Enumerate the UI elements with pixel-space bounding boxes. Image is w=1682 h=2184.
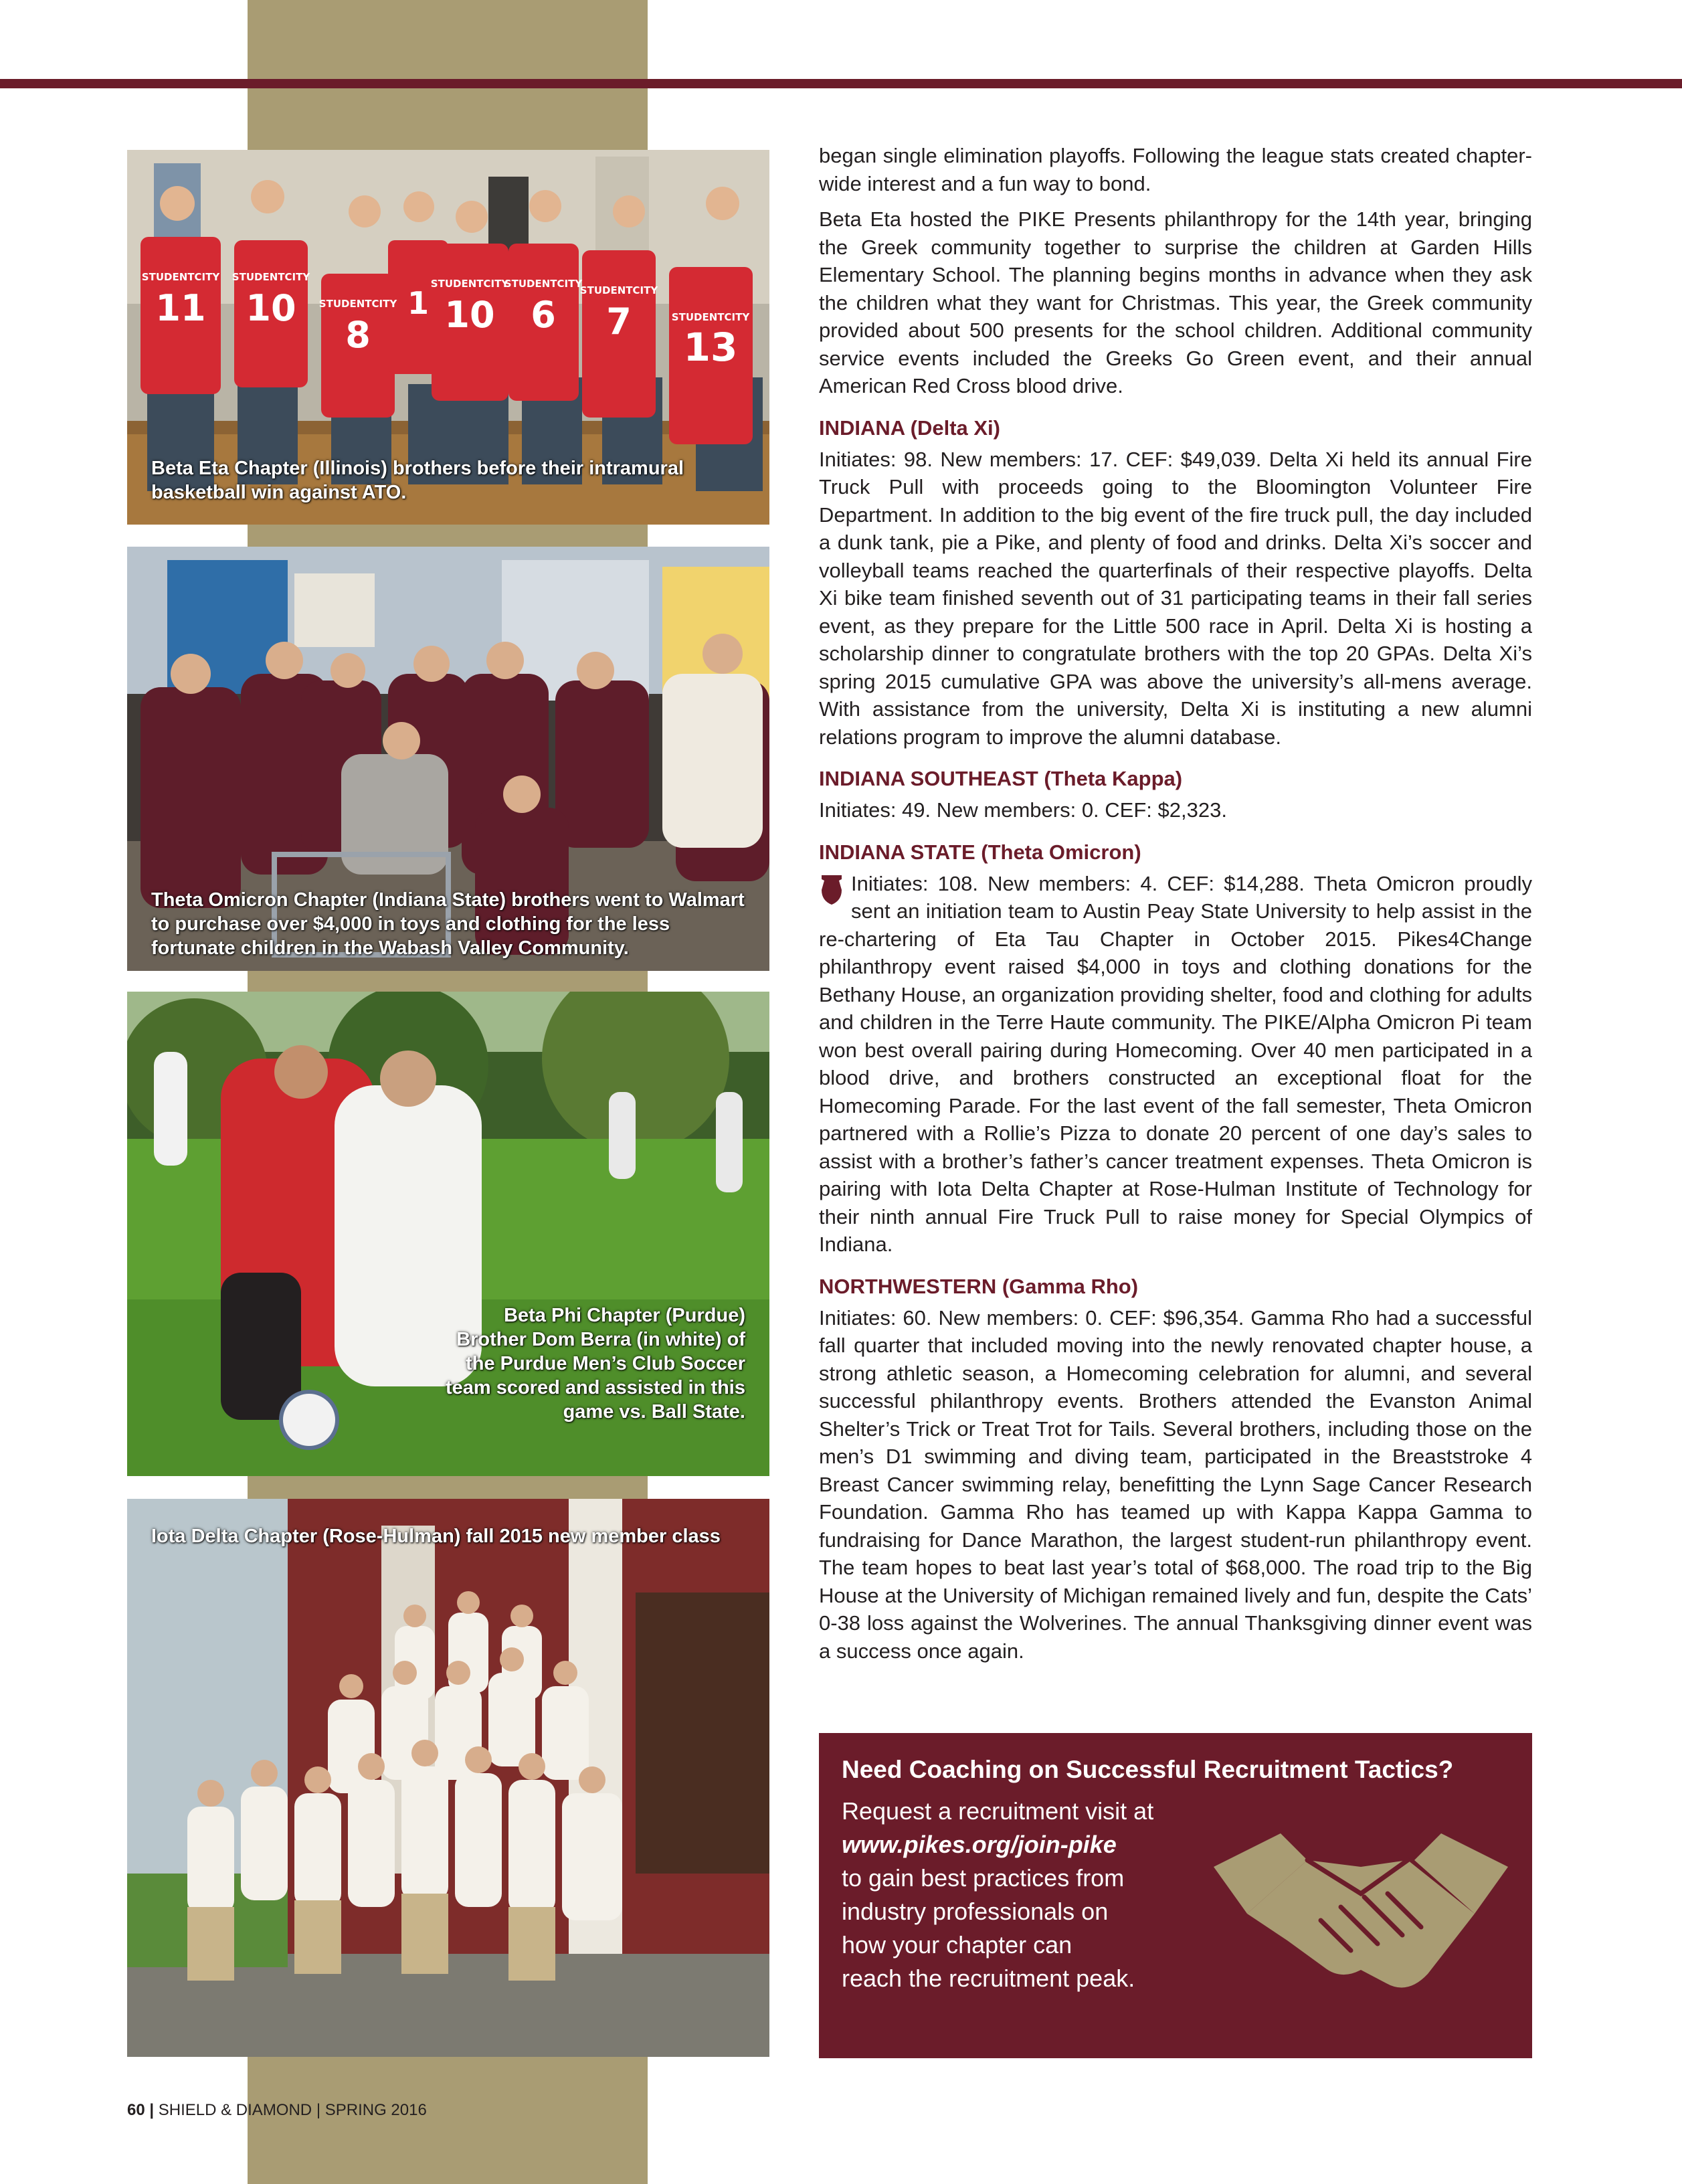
jersey-number: 6 <box>531 294 556 336</box>
callout-line: reach the recruitment peak. <box>842 1965 1135 1992</box>
jersey-brand: STUDENTCITY <box>231 271 310 283</box>
issue-label: SPRING 2016 <box>324 2101 427 2119</box>
photo-caption: Iota Delta Chapter (Rose-Hulman) fall 2015 new member class <box>151 1526 721 1547</box>
recruitment-callout <box>819 1733 1532 2058</box>
callout-line: how your chapter can <box>842 1931 1072 1959</box>
jersey-number: 10 <box>444 294 495 336</box>
jersey-number: 13 <box>683 325 738 370</box>
jersey-number: 10 <box>246 287 296 329</box>
paragraph: Initiates: 98. New members: 17. CEF: $49,039. Delta Xi held its annual Fire Truck Pull with proceeds going to the Bloomington Volunteer Fire Department. In addition to the big event of the fire truck pull, the day included a dunk tank, pie a Pike, and plenty of food and drinks. Delta Xi’s soccer and volleyball teams reached the quarterfinals of their respective playoffs. Delta Xi bike team finished seventh out of 31 participating teams in their fall series event, as they prepare for the Little 500 race in April. Delta Xi is hosting a scholarship dinner to congratulate brothers with the top 20 GPAs. Delta Xi’s spring 2015 cumulative GPA was above the university’s all-mens average. With assistance from the university, Delta Xi is instituting a new alumni relations program to improve the alumni database. <box>819 447 1532 749</box>
publication-name: SHIELD & DIAMOND <box>158 2101 312 2119</box>
article-column <box>819 142 1532 1673</box>
paragraph: Beta Eta hosted the PIKE Presents philanthropy for the 14th year, bringing the Greek community together to surprise the children at Garden Hills Elementary School. The planning begins months in advance when they ask the children what they want for Christmas. This year, the Greek community provided about 500 presents for the school children. Additional community service events included the Greeks Go Green event, and their annual American Red Cross blood drive. <box>819 207 1532 397</box>
photo-beta-phi-soccer <box>127 992 769 1476</box>
callout-line: to gain best practices from <box>842 1864 1125 1892</box>
jersey-brand: STUDENTCITY <box>504 278 583 290</box>
jersey-brand: STUDENTCITY <box>579 284 658 296</box>
jersey-brand: STUDENTCITY <box>671 311 750 323</box>
photo-theta-omicron-walmart <box>127 547 769 971</box>
paragraph: Initiates: 60. New members: 0. CEF: $96,354. Gamma Rho had a successful fall quarter that included moving into the newly renovated chapter house, a strong athletic season, a Homecoming celebration for alumni, and several successful philanthropy events. Brothers attended the Evanston Animal Shelter’s Trick or Treat Trot for Tails. Several brothers, including those on the men’s D1 swimming and diving team, participated in the Breaststroke 4 Breast Cancer swimming relay, benefitting the Lynn Sage Cancer Research Foundation. Gamma Rho has teamed up with Kappa Kappa Gamma to fundraising for Dance Marathon, the largest student-run philanthropy event. The team hopes to beat last year’s total of $68,000. The road trip to the Big House at the University of Michigan remained lively and fun, despite the Cats’ 0-38 loss against the Wolverines. The annual Thanksgiving dinner event was a success once again. <box>819 1305 1532 1663</box>
callout-body <box>842 1795 1216 1995</box>
jersey-number: 1 <box>407 285 430 321</box>
shield-icon <box>819 873 844 906</box>
photo-beta-eta-basketball <box>127 150 769 525</box>
callout-title: Need Coaching on Successful Recruitment Tactics? <box>842 1756 1454 1783</box>
jersey-number: 11 <box>155 287 206 329</box>
join-pike-link[interactable]: www.pikes.org/join-pike <box>842 1831 1117 1858</box>
paragraph: Initiates: 108. New members: 4. CEF: $14,288. Theta Omicron proudly sent an initiation team to Austin Peay State University to help assist in the re-chartering of Eta Tau Chapter in October 2015. Pikes4Change philanthropy event raised $4,000 in toys and clothing donations for the Bethany House, an organization providing shelter, food and clothing for adults and children in the Terre Haute community. The PIKE/Alpha Omicron Pi team won best overall pairing during Homecoming. Over 40 men participated in a blood drive, and brothers constructed an exceptional float for the Homecoming Parade. For the last event of the fall semester, Theta Omicron partnered with a Rollie’s Pizza to donate 20 percent of one day’s sales to assist with a brother’s father’s cancer treatment expenses. Theta Omicron is pairing with Iota Delta Chapter at Rose-Hulman Institute of Technology for their ninth annual Fire Truck Pull to raise money for Special Olympics of Indiana. <box>819 871 1532 1256</box>
section-heading-northwestern: NORTHWESTERN (Gamma Rho) <box>819 1274 1139 1298</box>
jersey-number: 7 <box>606 300 632 343</box>
photo-caption: Beta Eta Chapter (Illinois) brothers before their intramural basketball win against ATO. <box>151 458 684 503</box>
section-heading-indiana: INDIANA (Delta Xi) <box>819 416 1000 440</box>
footer-separator: | <box>149 2101 155 2119</box>
page-number: 60 <box>127 2101 145 2119</box>
photo-iota-delta-new-members <box>127 1499 769 2057</box>
callout-line: industry professionals on <box>842 1898 1109 1925</box>
jersey-number: 8 <box>345 314 371 356</box>
page-footer <box>127 2101 427 2120</box>
photo-caption: Theta Omicron Chapter (Indiana State) brothers went to Walmart to purchase over $4,000 in toys and clothing for the less fortunate children in the Wabash Valley Community. <box>151 889 745 959</box>
jersey-brand: STUDENTCITY <box>141 271 220 283</box>
paragraph: Initiates: 49. New members: 0. CEF: $2,323. <box>819 798 1227 822</box>
top-rule <box>0 79 1682 88</box>
jersey-brand: STUDENTCITY <box>318 298 397 310</box>
section-heading-indiana-southeast: INDIANA SOUTHEAST (Theta Kappa) <box>819 767 1183 790</box>
jersey-brand: STUDENTCITY <box>430 278 509 290</box>
handshake-icon <box>1207 1820 1515 2021</box>
photo-caption: Beta Phi Chapter (Purdue) Brother Dom Berra (in white) of the Purdue Men’s Club Soccer team scored and assisted in this game vs. Ball State. <box>445 1305 745 1423</box>
section-heading-indiana-state: INDIANA STATE (Theta Omicron) <box>819 840 1141 864</box>
footer-separator: | <box>316 2101 321 2119</box>
callout-line: Request a recruitment visit at <box>842 1797 1154 1825</box>
paragraph: began single elimination playoffs. Following the league stats created chapter-wide interest and a fun way to bond. <box>819 144 1532 195</box>
